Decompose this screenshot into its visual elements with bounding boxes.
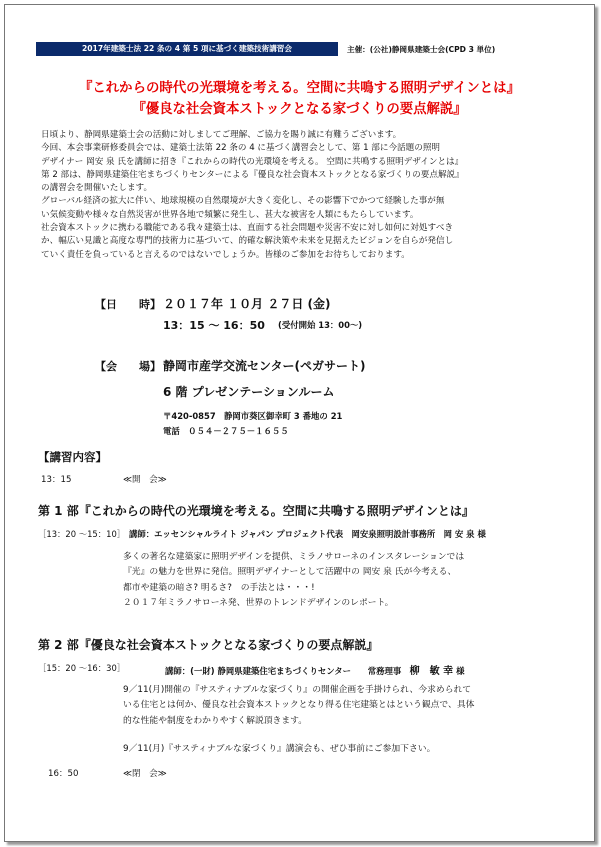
part1-title: 第 1 部『これからの時代の光環境を考える。空間に共鳴する照明デザインとは』 bbox=[38, 504, 474, 518]
venue-address: 〒420-0857 静岡市葵区御幸町 3 番地の 21 bbox=[163, 411, 343, 421]
open-time: 13：15 bbox=[41, 475, 72, 485]
main-title-2: 『優良な社会資本ストックとなる家づくりの要点解説』 bbox=[132, 102, 467, 117]
intro-line: 日頃より、静岡県建築士会の活動に対しましてご理解、ご協力を賜り誠に有難うございます。 bbox=[41, 130, 402, 140]
intro-line: 社会資本ストックに携わる職能である我々建築士は、直面する社会問題や災害不安に対し如何に対処すべき bbox=[41, 223, 454, 234]
venue-tel: 電話 ０５４－２７５－１６５５ bbox=[163, 426, 289, 436]
intro-text bbox=[41, 129, 581, 262]
part1-description bbox=[123, 550, 464, 611]
part2-desc-line: いる住宅とは何か、優良な社会資本ストックとなり得る住宅建築とはという観点で、具体 bbox=[123, 700, 475, 711]
part1-lecturer: 講師：エッセンシャルライト ジャパン プロジェクト代表 岡安泉照明設計事務所 岡 安 泉 様 bbox=[129, 529, 486, 539]
venue-room: 6 階 プレゼンテーションルーム bbox=[163, 385, 335, 399]
part1-desc-line: 『光』の魅力を世界に発信。照明デザイナーとして活躍中の 岡安 泉 氏が今考える、 bbox=[123, 567, 457, 578]
intro-line: ていく責任を負っていると言えるのではないでしょうか。皆様のご参加をお待ちしております。 bbox=[41, 249, 410, 260]
main-title-1: 『これからの時代の光環境を考える。空間に共鳴する照明デザインとは』 bbox=[79, 81, 520, 96]
event-banner: 2017年建築士法 22 条の 4 第 5 項に基づく建築技術講習会 bbox=[36, 42, 338, 56]
intro-line: か、幅広い見識と高度な専門的技術力に基づいて、的確な解決策や未来を見据えたビジョンを自らが発信し bbox=[41, 236, 454, 247]
part1-desc-line: 多くの著名な建築家に照明デザインを提供、ミラノサローネのインスタレーションでは bbox=[123, 552, 465, 562]
part2-lecturer-honorific: 様 bbox=[456, 666, 465, 676]
part1-desc-line: ２０１７年ミラノサローネ発、世界のトレンドデザインのレポート。 bbox=[123, 597, 394, 608]
close-time: 16：50 bbox=[48, 769, 79, 779]
part1-desc-line: 都市や建築の暗さ? 明るさ? の手法とは・・・! bbox=[123, 582, 315, 593]
part2-desc-line: 的な性能や制度をわかりやすく解説頂きます。 bbox=[123, 715, 308, 726]
part2-lecturer-name: 柳 敏 幸 bbox=[409, 666, 454, 677]
part1-time: ［13：20 ～15：10］ bbox=[38, 529, 126, 539]
intro-line: 第 2 部は、静岡県建築住宅まちづくりセンターによる『優良な社会資本ストックとなる家づくりの要点解説』 bbox=[41, 169, 464, 180]
part2-title: 第 2 部『優良な社会資本ストックとなる家づくりの要点解説』 bbox=[38, 638, 379, 652]
venue-label: 【会 場】 bbox=[95, 360, 161, 373]
flyer-page bbox=[4, 4, 595, 842]
part2-lecturer bbox=[165, 662, 464, 677]
program-heading: 【講習内容】 bbox=[38, 450, 107, 464]
part2-description bbox=[123, 683, 474, 729]
part2-lecturer-org: 講師：(一財) 静岡県建築住宅まちづくりセンター 常務理事 bbox=[165, 666, 410, 676]
date-label: 【日 時】 bbox=[95, 298, 161, 311]
intro-line: グローバル経済の拡大に伴い、地球規模の自然環境が大きく変化し、その影響下でかつて経験した事が無 bbox=[41, 196, 445, 207]
reception-time: (受付開始 13：00～) bbox=[278, 320, 363, 330]
part2-desc-line: 9／11(月)開催の『サスティナブルな家づくり』の開催企画を手掛けられ、今求められて bbox=[123, 685, 472, 695]
part2-note: 9／11(月)『サスティナブルな家づくり』講演会も、ぜひ事前にご参加下さい。 bbox=[123, 744, 436, 754]
event-time: 13：15 ～ 16：50 bbox=[163, 319, 265, 332]
event-date: ２０１７年 １０月 ２７日 (金) bbox=[163, 297, 331, 311]
intro-line: デザイナー 岡安 泉 氏を講師に招き『これからの時代の光環境を考える。 空間に共鳴する照明デザインとは』 bbox=[41, 156, 464, 167]
opening-label: ≪開 会≫ bbox=[123, 475, 167, 485]
venue-name: 静岡市産学交流センター(ペガサート) bbox=[163, 359, 366, 373]
part2-time: ［15：20 ～16：30］ bbox=[38, 663, 126, 673]
intro-line: い気候変動や様々な自然災害が世界各地で頻繁に発生し、甚大な被害を人類にもたらしています。 bbox=[41, 209, 419, 220]
host-organization: 主催：(公社)静岡県建築士会(CPD 3 単位) bbox=[347, 45, 496, 54]
intro-line: 今回、本会事業研修委員会では、建築士法第 22 条の 4 に基づく講習会として、第 1 部に今話題の照明 bbox=[41, 143, 441, 154]
closing-label: ≪閉 会≫ bbox=[123, 769, 167, 779]
intro-line: の講習会を開催いたします。 bbox=[41, 183, 153, 194]
